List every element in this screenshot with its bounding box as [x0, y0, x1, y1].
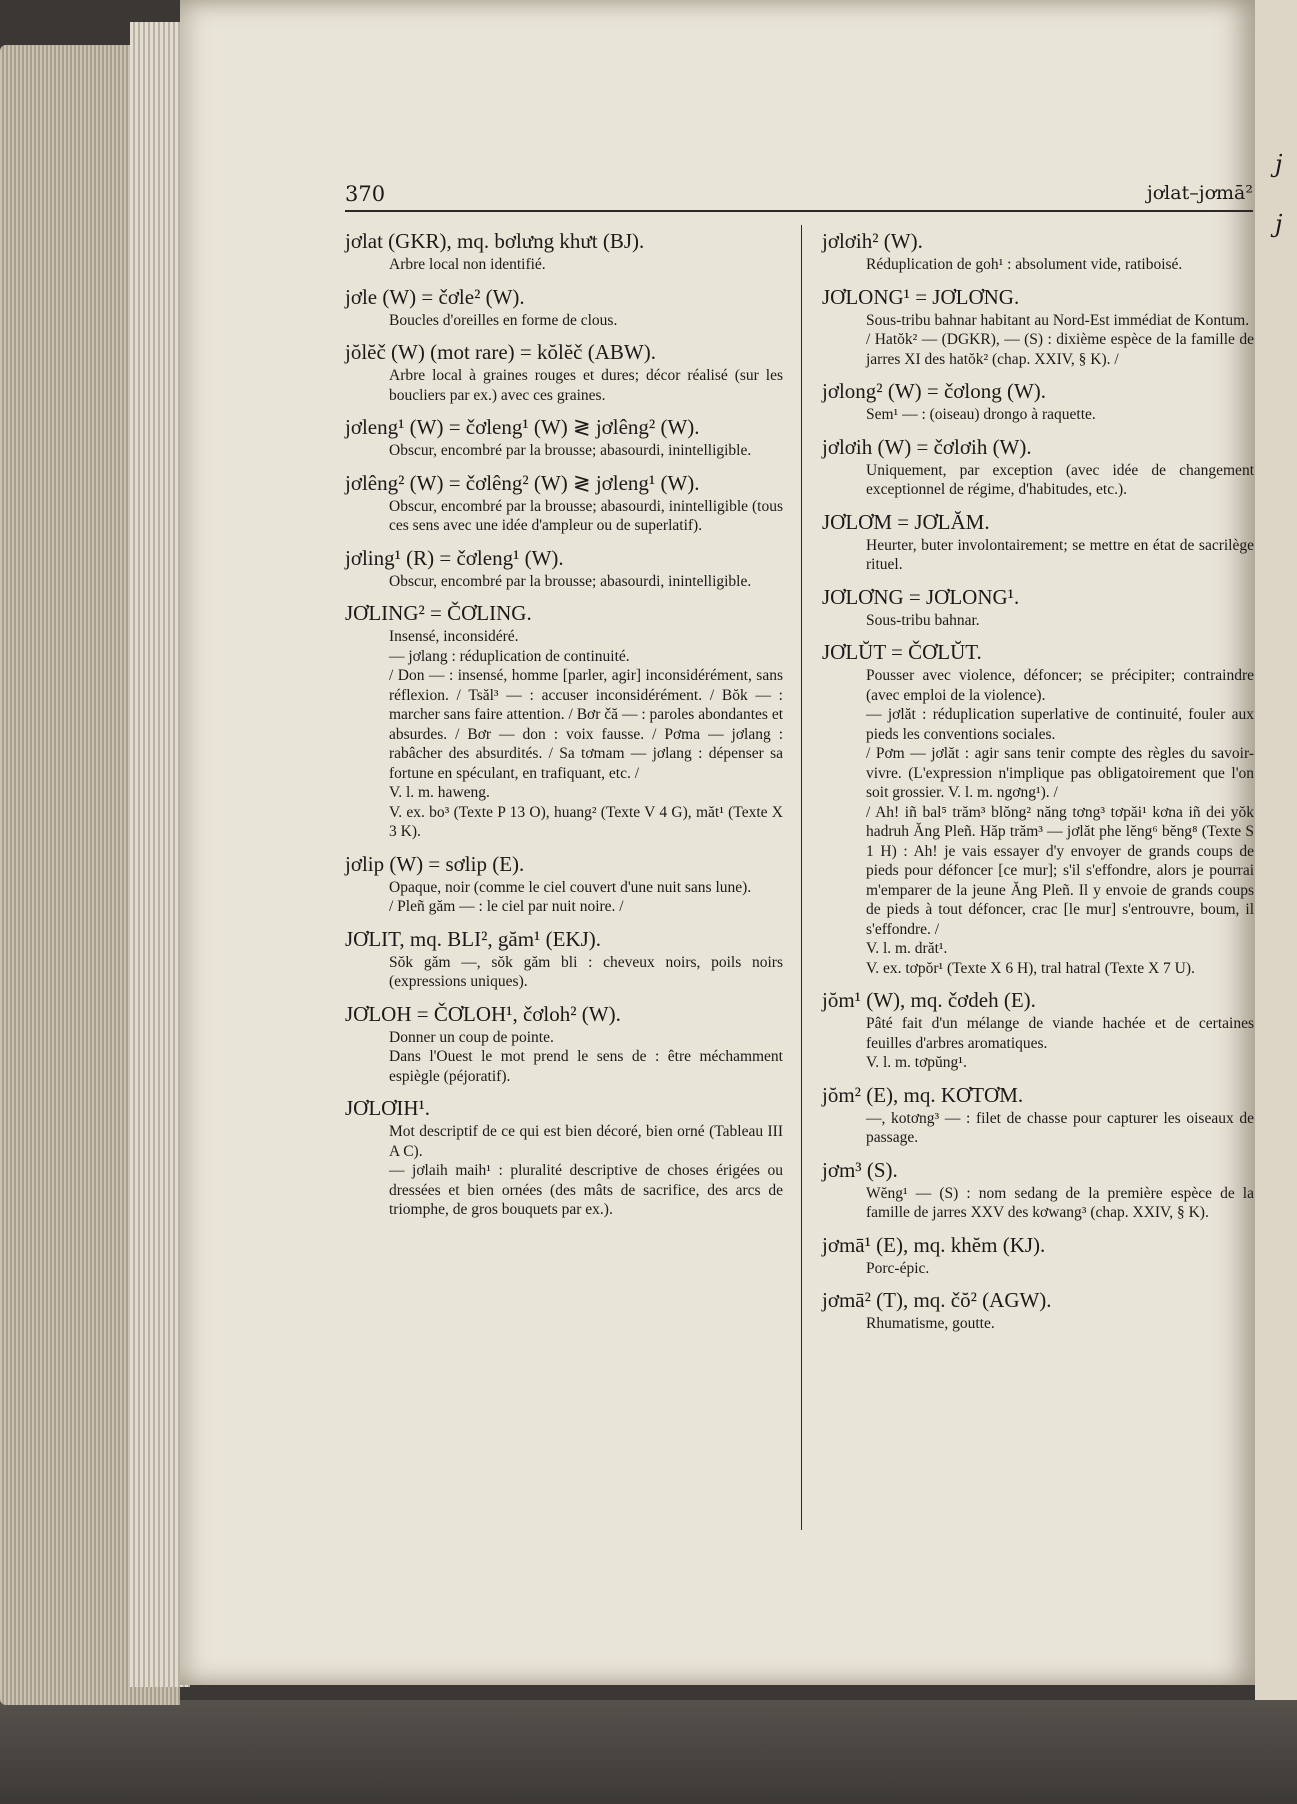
definition-line: / Don — : insensé, homme [parler, agir] inconsidérément, sans réflexion. / Tsăl³ — : accuser inconsidérément. / Bŏk — : marcher sans faire attention. / Bơr čă — : paroles abondantes et absurdes. / Bơr — don : voix fausse. / Pơma — jơlang : rabâcher des absurdités. / Sa tơmam — jơlang : dépenser sa fortune en spéculant, en trafiquant, etc. /	[389, 667, 783, 782]
dictionary-entry	[822, 434, 1254, 500]
entry-definition	[345, 1028, 783, 1087]
entry-headword: jŏm² (E), mq. KƠTƠM.	[822, 1082, 1024, 1107]
dictionary-entry	[822, 1232, 1254, 1279]
dictionary-entry	[345, 228, 783, 275]
entry-headword: jŏlĕč (W) (mot rare) = kŏlĕč (ABW).	[345, 340, 656, 364]
entry-definition	[345, 572, 783, 592]
right-column	[822, 228, 1254, 1343]
entry-definition	[822, 1314, 1254, 1334]
entry-headword: jơlêng² (W) = čơlêng² (W) ≷ jơleng¹ (W).	[345, 470, 700, 495]
definition-line: / Hatŏk² — (DGKR), — (S) : dixième espèce de la famille de jarres XI des hatŏk² (chap. XXIV, § K). /	[866, 331, 1254, 368]
entry-headword: jơlơih² (W).	[822, 229, 923, 253]
dictionary-entry	[822, 228, 1254, 275]
running-head: jơlat–jơmā²	[1146, 182, 1253, 204]
entry-definition	[345, 627, 783, 842]
definition-line: / Ah! iñ bal⁵ trăm³ blŏng² năng tơng³ tơpăi¹ kơna iñ dei yŏk hadruh Ăng Pleñ. Hăp trăm³ — jơlăt phe lĕng⁶ bĕng⁸ (Texte S 1 H) : Ah! je vais essayer d'y envoyer de grands coups de pieds pour défoncer [ce mur]; s'il s'effondre, alors je pourrai m'emparer de la jeune Ăng Pleñ. Il y envoie de grands coups de pieds à tout défoncer, crac [le mur] s'entrouvre, boum, il s'effondre. /	[866, 803, 1254, 938]
dictionary-entry	[822, 378, 1254, 425]
dictionary-entry	[822, 639, 1254, 978]
entry-definition	[345, 441, 783, 461]
definition-line: Arbre local à graines rouges et dures; décor réalisé (sur les boucliers par ex.) avec ces graines.	[389, 367, 783, 404]
dictionary-entry	[822, 584, 1254, 631]
definition-line: Arbre local non identifié.	[389, 256, 546, 273]
dictionary-entry	[345, 1001, 783, 1087]
entry-definition	[822, 1259, 1254, 1279]
dictionary-entry	[345, 470, 783, 536]
dictionary-entry	[345, 414, 783, 461]
definition-line: Dans l'Ouest le mot prend le sens de : être méchamment espiègle (péjoratif).	[389, 1048, 783, 1085]
entry-definition	[822, 311, 1254, 370]
dictionary-entry	[345, 926, 783, 992]
definition-line: Réduplication de goh¹ : absolument vide, ratiboisé.	[866, 256, 1183, 273]
definition-line: Obscur, encombré par la brousse; abasourdi, inintelligible (tous ces sens avec une idée d'ampleur ou de superlatif).	[389, 497, 783, 534]
dictionary-entry	[822, 987, 1254, 1073]
entry-headword: jơling¹ (R) = čơleng¹ (W).	[345, 545, 564, 570]
dictionary-entry	[345, 545, 783, 592]
entry-definition	[345, 255, 783, 275]
entry-headword: JƠLŬT = ČƠLŬT.	[822, 640, 982, 664]
definition-line: — jơlang : réduplication de continuité.	[389, 647, 630, 665]
entry-definition	[822, 536, 1254, 575]
entry-definition	[345, 878, 783, 917]
entry-definition	[822, 1184, 1254, 1223]
definition-line: V. ex. tơpŏr¹ (Texte X 6 H), tral hatral (Texte X 7 U).	[866, 959, 1195, 977]
definition-line: Pâté fait d'un mélange de viande hachée et de certaines feuilles d'arbres aromatiques.	[866, 1015, 1254, 1052]
entry-headword: jơlơih (W) = čơlơih (W).	[822, 434, 1032, 459]
next-page-margin	[1255, 0, 1297, 1700]
definition-line: Rhumatisme, goutte.	[866, 1315, 995, 1332]
definition-line: — jơlăt : réduplication superlative de continuité, fouler aux pieds les conventions sociales.	[866, 706, 1254, 743]
entry-headword: JƠLƠM = JƠLĂM.	[822, 509, 990, 534]
definition-line: Sous-tribu bahnar.	[866, 611, 980, 629]
entry-definition	[822, 461, 1254, 500]
entry-headword: jơmā¹ (E), mq. khĕm (KJ).	[822, 1232, 1046, 1257]
entry-definition	[345, 497, 783, 536]
page-number: 370	[345, 182, 386, 206]
entry-headword: JƠLONG¹ = JƠLƠNG.	[822, 284, 1020, 309]
page-header	[345, 178, 1253, 212]
dictionary-entry	[822, 284, 1254, 370]
entry-definition	[345, 366, 783, 405]
definition-line: Sŏk găm —, sŏk găm bli : cheveux noirs, poils noirs (expressions uniques).	[389, 953, 783, 990]
table-surface	[0, 1700, 1297, 1804]
dictionary-entry	[822, 1287, 1254, 1334]
entry-definition	[822, 255, 1254, 275]
definition-line: Sem¹ — : (oiseau) drongo à raquette.	[866, 406, 1096, 423]
next-page-letter: j	[1275, 150, 1283, 178]
definition-line: / Pleñ găm — : le ciel par nuit noire. /	[389, 898, 624, 915]
next-page-letter: j	[1275, 210, 1283, 238]
entry-headword: JƠLƠNG = JƠLONG¹.	[822, 584, 1020, 609]
dictionary-entry	[345, 851, 783, 917]
entry-definition	[822, 611, 1254, 631]
dictionary-entry	[822, 1082, 1254, 1148]
dictionary-entry	[822, 1157, 1254, 1223]
entry-headword: JƠLOH = ČƠLOH¹, čơloh² (W).	[345, 1001, 621, 1026]
definition-line: — jơlaih maih¹ : pluralité descriptive de choses érigées ou dressées et bien ornées (des mâts de sacrifice, des arcs de triomphe, de gros bouquets par ex.).	[389, 1162, 783, 1218]
entry-definition	[822, 666, 1254, 978]
definition-line: Obscur, encombré par la brousse; abasourdi, inintelligible.	[389, 442, 752, 459]
entry-headword: JƠLIT, mq. BLI², găm¹ (EKJ).	[345, 926, 601, 951]
entry-headword: jơle (W) = čơle² (W).	[345, 284, 525, 309]
definition-line: Boucles d'oreilles en forme de clous.	[389, 311, 618, 329]
definition-line: Uniquement, par exception (avec idée de changement exceptionnel de régime, d'habitudes, etc.).	[866, 461, 1254, 498]
entry-definition	[345, 311, 783, 331]
entry-definition	[822, 1014, 1254, 1073]
definition-line: Insensé, inconsidéré.	[389, 628, 519, 645]
dictionary-entry	[345, 284, 783, 331]
definition-line: V. ex. bo³ (Texte P 13 O), huang² (Texte V 4 G), măt¹ (Texte X 3 K).	[389, 803, 783, 840]
definition-line: V. l. m. haweng.	[389, 784, 490, 801]
dictionary-entry	[345, 339, 783, 405]
column-divider	[801, 225, 802, 1530]
definition-line: V. l. m. tơpŭng¹.	[866, 1054, 967, 1071]
entry-headword: jơlip (W) = sơlip (E).	[345, 851, 525, 876]
dictionary-entry	[345, 600, 783, 842]
dictionary-entry	[822, 509, 1254, 575]
definition-line: Porc-épic.	[866, 1259, 930, 1277]
entry-definition	[345, 1122, 783, 1220]
definition-line: Pousser avec violence, défoncer; se précipiter; contraindre (avec emploi de la violence).	[866, 667, 1254, 704]
entry-definition	[345, 953, 783, 992]
definition-line: Opaque, noir (comme le ciel couvert d'une nuit sans lune).	[389, 878, 752, 896]
definition-line: Obscur, encombré par la brousse; abasourdi, inintelligible.	[389, 572, 752, 590]
dictionary-entry	[345, 1095, 783, 1220]
definition-line: —, kotơng³ — : filet de chasse pour capturer les oiseaux de passage.	[866, 1109, 1254, 1146]
definition-line: Wĕng¹ — (S) : nom sedang de la première espèce de la famille de jarres XXV des kơwang³ (chap. XXIV, § K).	[866, 1184, 1254, 1221]
definition-line: Sous-tribu bahnar habitant au Nord-Est immédiat de Kontum.	[866, 311, 1250, 329]
left-column	[345, 228, 783, 1229]
entry-definition	[822, 1109, 1254, 1148]
entry-headword: jơm³ (S).	[822, 1157, 898, 1182]
entry-headword: jŏm¹ (W), mq. čơdeh (E).	[822, 988, 1036, 1012]
entry-headword: jơmā² (T), mq. čŏ² (AGW).	[822, 1288, 1052, 1312]
entry-headword: JƠLING² = ČƠLING.	[345, 601, 532, 625]
definition-line: / Pơm — jơlăt : agir sans tenir compte des règles du savoir-vivre. (L'expression n'implique pas obligatoirement que l'on soit grossier. V. l. m. ngơng¹). /	[866, 745, 1254, 801]
definition-line: Heurter, buter involontairement; se mettre en état de sacrilège rituel.	[866, 536, 1254, 573]
entry-headword: jơlong² (W) = čơlong (W).	[822, 379, 1047, 403]
entry-headword: jơlat (GKR), mq. bơlưng khưt (BJ).	[345, 229, 645, 253]
entry-headword: JƠLƠIH¹.	[345, 1096, 431, 1120]
entry-definition	[822, 405, 1254, 425]
definition-line: Donner un coup de pointe.	[389, 1028, 554, 1046]
definition-line: V. l. m. drăt¹.	[866, 940, 948, 957]
entry-headword: jơleng¹ (W) = čơleng¹ (W) ≷ jơlêng² (W).	[345, 415, 700, 439]
definition-line: Mot descriptif de ce qui est bien décoré, bien orné (Tableau III A C).	[389, 1123, 783, 1160]
